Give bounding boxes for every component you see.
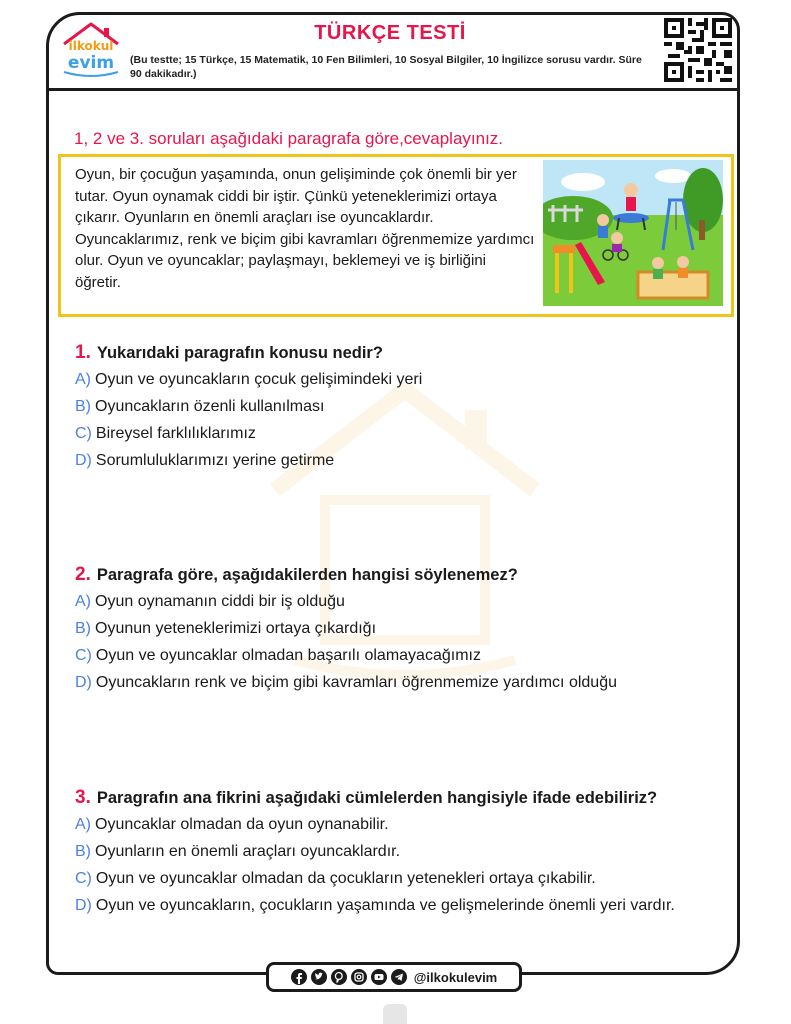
question-title xyxy=(75,784,735,811)
question-number: 1 xyxy=(75,342,86,363)
logo-top-text: ilkokul xyxy=(68,39,114,53)
facebook-icon[interactable] xyxy=(291,969,307,985)
pinterest-icon[interactable] xyxy=(331,969,347,985)
option-d[interactable] xyxy=(75,669,735,696)
option-text: Oyun ve oyuncaklar olmadan başarılı olamayacağımız xyxy=(95,647,481,664)
option-a[interactable] xyxy=(75,366,735,393)
question-2 xyxy=(75,561,735,696)
question-number-dot: . xyxy=(85,564,91,585)
option-letter: A) xyxy=(75,593,91,610)
option-text: Oyuncakların renk ve biçim gibi kavramları öğrenmemize yardımcı olduğu xyxy=(95,674,617,691)
option-c[interactable] xyxy=(75,865,735,892)
question-number: 3 xyxy=(75,787,86,808)
option-letter: B) xyxy=(75,620,91,637)
test-info: (Bu testte; 15 Türkçe, 15 Matematik, 10 Fen Bilimleri, 10 Sosyal Bilgiler, 10 İngilizce sorusu vardır. Süre 90 dakikadır.) xyxy=(130,54,642,80)
option-c[interactable] xyxy=(75,420,735,447)
page-scroll-tab[interactable] xyxy=(383,1004,407,1024)
option-letter: A) xyxy=(75,816,91,833)
option-a[interactable] xyxy=(75,811,735,838)
header-divider xyxy=(46,88,740,91)
youtube-icon[interactable] xyxy=(371,969,387,985)
ilkokul-evim-logo xyxy=(58,20,124,78)
question-text: Paragrafa göre, aşağıdakilerden hangisi söylenemez? xyxy=(96,566,518,584)
option-b[interactable] xyxy=(75,838,735,865)
telegram-icon[interactable] xyxy=(391,969,407,985)
page-title: TÜRKÇE TESTİ xyxy=(314,22,466,44)
question-3 xyxy=(75,784,735,919)
option-text: Bireysel farklılıklarımız xyxy=(95,425,256,442)
question-text: Yukarıdaki paragrafın konusu nedir? xyxy=(96,344,383,362)
option-letter: D) xyxy=(75,674,92,691)
social-handle[interactable]: @ilkokulevim xyxy=(413,969,498,985)
logo-bottom-text: evim xyxy=(67,53,115,73)
twitter-icon[interactable] xyxy=(311,969,327,985)
social-footer xyxy=(266,962,522,992)
option-letter: C) xyxy=(75,425,92,442)
option-text: Oyun ve oyuncakların çocuk gelişimindeki yeri xyxy=(95,371,423,388)
option-letter: C) xyxy=(75,870,92,887)
instruction-text: 1, 2 ve 3. soruları aşağıdaki paragrafa göre,cevaplayınız. xyxy=(74,129,504,148)
option-b[interactable] xyxy=(75,393,735,420)
qr-code-icon[interactable] xyxy=(664,18,732,82)
question-number-dot: . xyxy=(85,787,91,808)
option-text: Oyuncaklar olmadan da oyun oynanabilir. xyxy=(95,816,389,833)
option-text: Oyunların en önemli araçları oyuncaklardır. xyxy=(95,843,401,860)
question-1 xyxy=(75,339,735,474)
option-letter: D) xyxy=(75,452,92,469)
option-text: Oyun ve oyuncaklar olmadan da çocukların yetenekleri ortaya çıkabilir. xyxy=(95,870,596,887)
question-title xyxy=(75,561,735,588)
option-text: Oyunun yeteneklerimizi ortaya çıkardığı xyxy=(95,620,377,637)
option-letter: B) xyxy=(75,843,91,860)
option-a[interactable] xyxy=(75,588,735,615)
option-letter: C) xyxy=(75,647,92,664)
option-text: Oyun oynamanın ciddi bir iş olduğu xyxy=(95,593,345,610)
option-text: Oyuncakların özenli kullanılması xyxy=(95,398,325,415)
option-letter: A) xyxy=(75,371,91,388)
option-b[interactable] xyxy=(75,615,735,642)
question-number: 2 xyxy=(75,564,86,585)
option-letter: D) xyxy=(75,897,92,914)
option-d[interactable] xyxy=(75,447,735,474)
instagram-icon[interactable] xyxy=(351,969,367,985)
reading-passage: Oyun, bir çocuğun yaşamında, onun gelişiminde çok önemli bir yer tutar. Oyun oynamak ciddi bir iştir. Çünkü yeteneklerimizi ortaya çıkarır. Oyunların en önemli araçları ise oyuncaklardır. Oyuncaklarımız, renk ve biçim gibi kavramları öğrenmemize yardımcı olur. Oyun ve oyuncaklar; paylaşmayı, beklemeyi ve iş birliğini öğretir. xyxy=(75,166,535,291)
question-title xyxy=(75,339,735,366)
question-text: Paragrafın ana fikrini aşağıdaki cümlelerden hangisiyle ifade edebiliriz? xyxy=(96,789,658,807)
option-c[interactable] xyxy=(75,642,735,669)
playground-illustration xyxy=(543,160,723,306)
option-text: Oyun ve oyuncakların, çocukların yaşamında ve gelişmelerinde önemli yeri vardır. xyxy=(95,897,675,914)
question-number-dot: . xyxy=(85,342,91,363)
option-letter: B) xyxy=(75,398,91,415)
option-text: Sorumluluklarımızı yerine getirme xyxy=(95,452,335,469)
option-d[interactable] xyxy=(75,892,735,919)
